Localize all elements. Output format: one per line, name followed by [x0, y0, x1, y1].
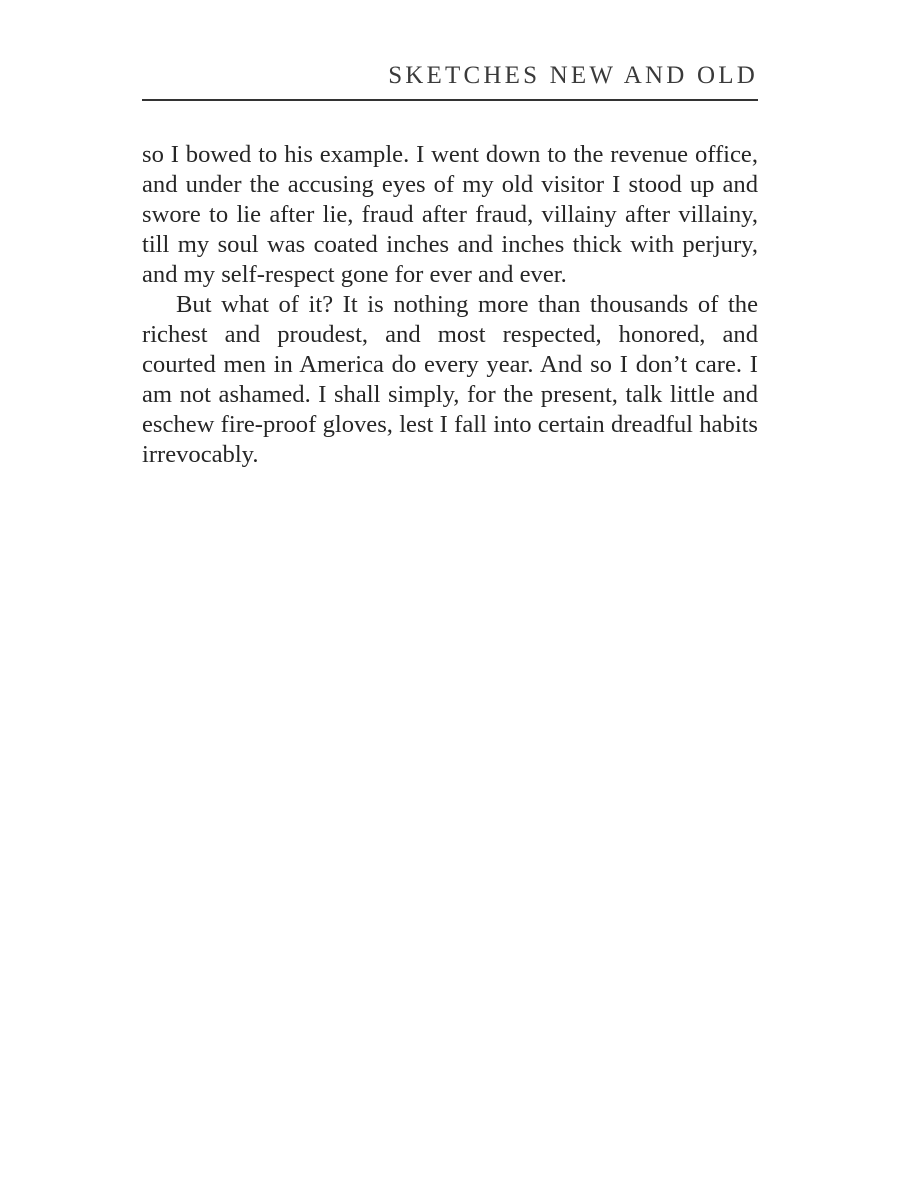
running-head-title: SKETCHES NEW AND OLD — [388, 62, 758, 89]
paragraph: But what of it? It is nothing more than thousands of the richest and proudest, and most respected, honored, and courted men in America do every year. And so I don’t care. I am not ashamed. I shall simply, for the present, talk little and eschew fire-proof gloves, lest I fall into certain dreadful habits irrevocably. — [142, 291, 758, 468]
body-text — [142, 140, 758, 470]
header-rule — [142, 99, 758, 101]
paragraph-continuation: so I bowed to his example. I went down to the revenue office, and under the accusing eyes of my old visitor I stood up and swore to lie after lie, fraud after fraud, villainy after villainy, till my soul was coated inches and inches thick with perjury, and my self-respect gone for ever and ever. — [142, 141, 758, 288]
